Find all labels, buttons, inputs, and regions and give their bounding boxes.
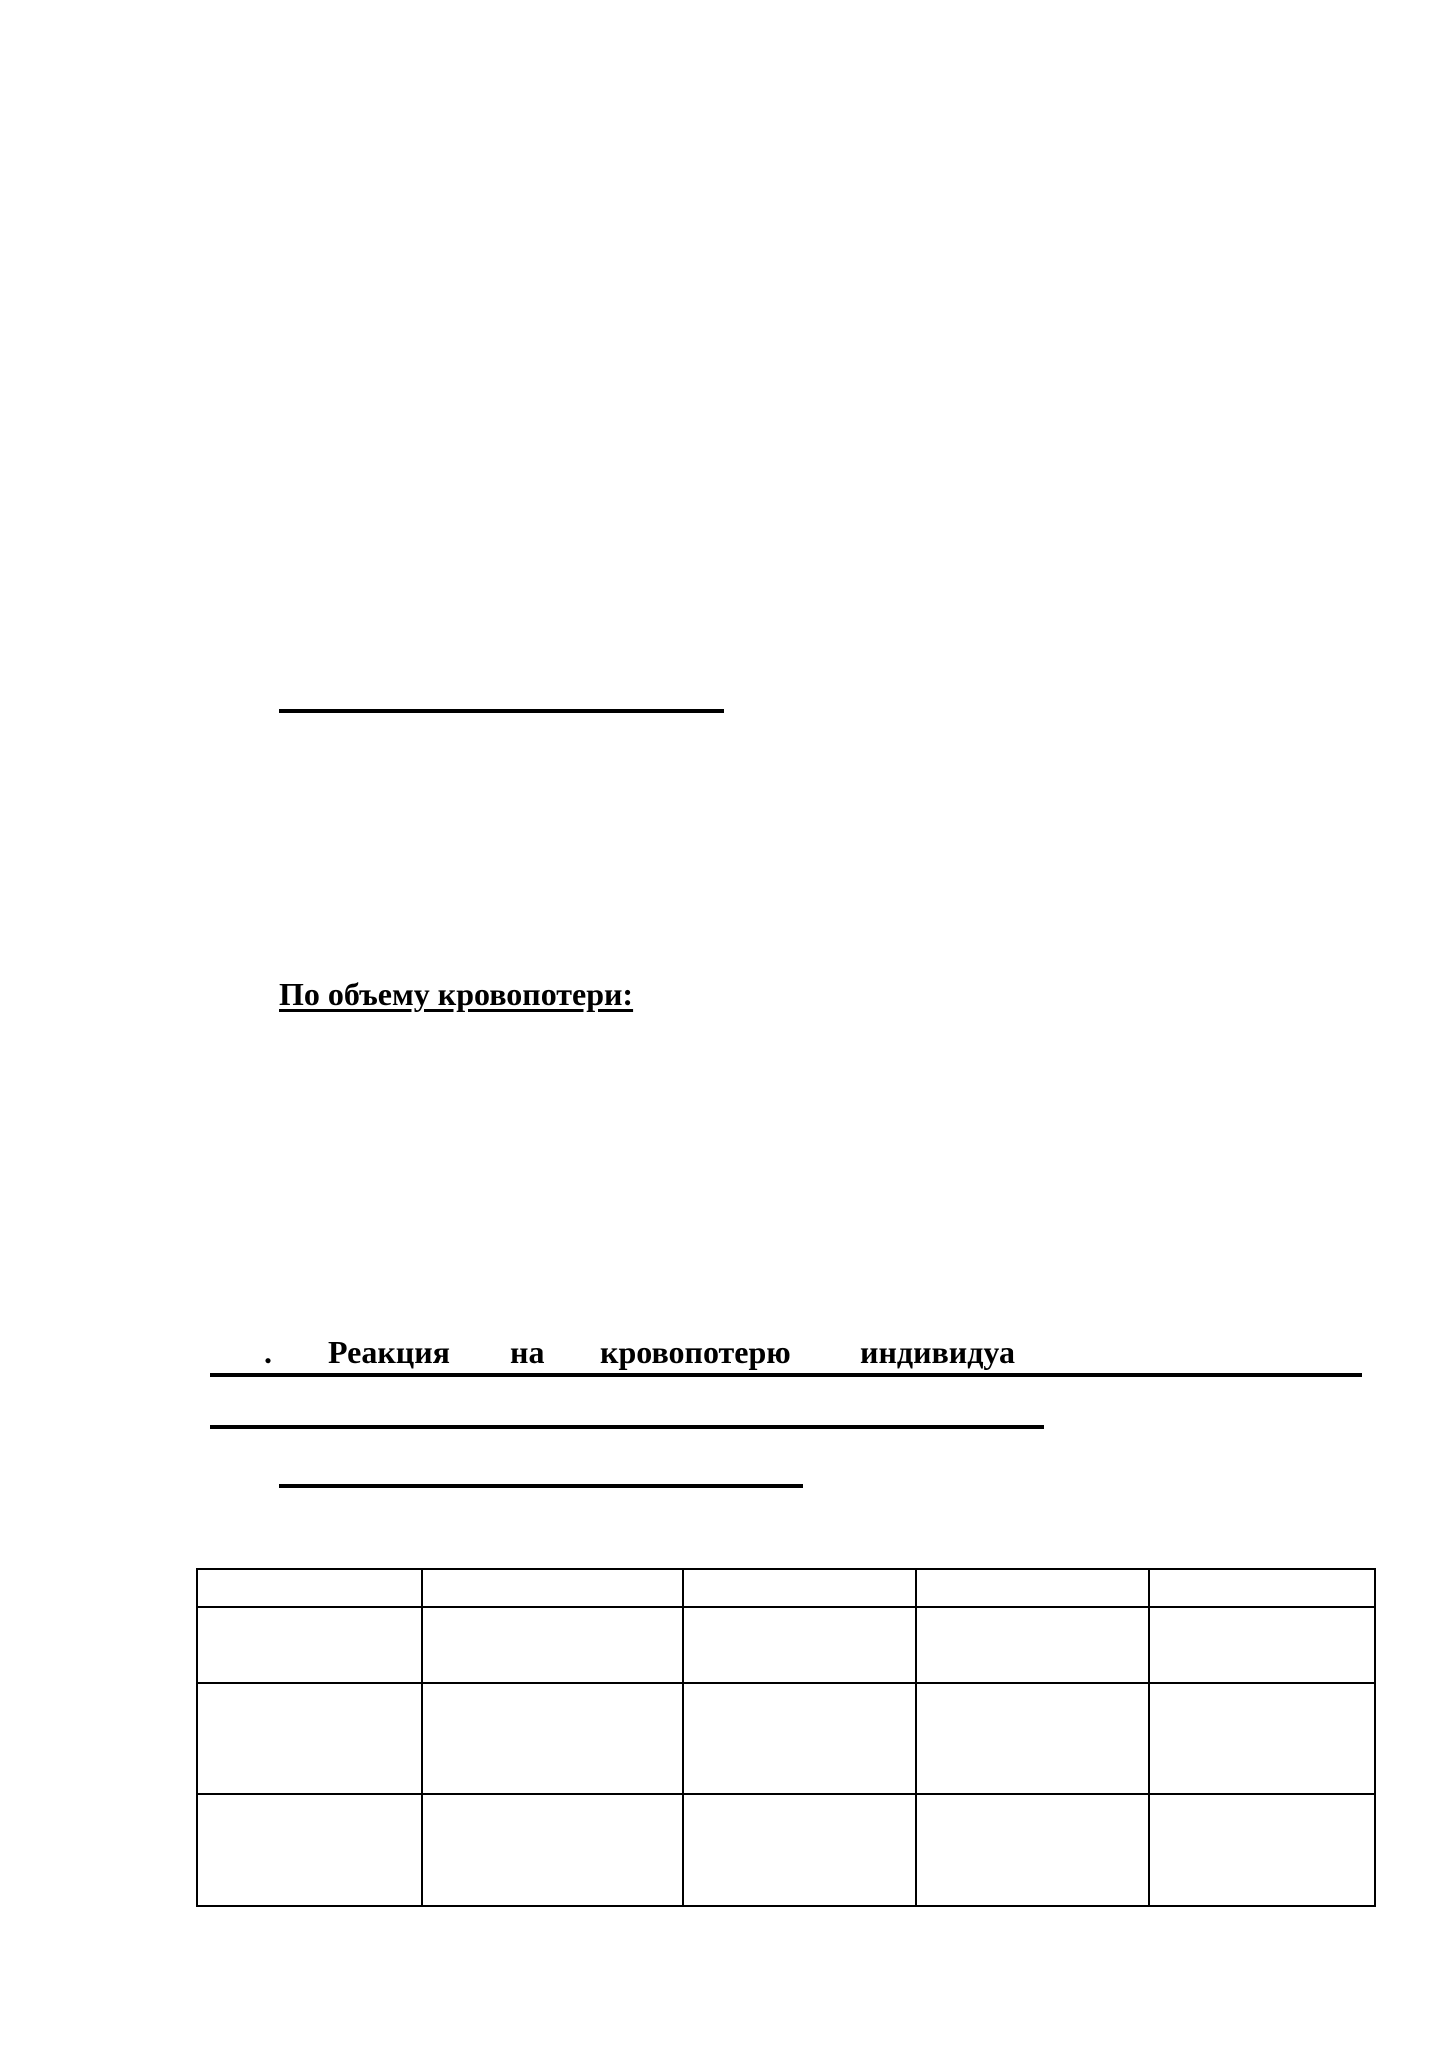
table-cell [916, 1569, 1149, 1607]
table-cell [683, 1794, 916, 1906]
table-cell [422, 1569, 683, 1607]
table-cell [197, 1607, 422, 1683]
reaction-marker: . [264, 1334, 272, 1370]
reaction-line [210, 1336, 1362, 1378]
blank-underline-1 [279, 709, 724, 713]
reaction-word-3: кровопотерю [600, 1334, 791, 1370]
section-heading-volume: По объему кровопотери: [279, 976, 634, 1012]
table-cell [916, 1683, 1149, 1794]
table-cell [683, 1569, 916, 1607]
table-cell [197, 1683, 422, 1794]
table-row [197, 1607, 1375, 1683]
table-cell [683, 1683, 916, 1794]
table-cell [1149, 1569, 1375, 1607]
table-cell [683, 1607, 916, 1683]
blank-underline-2 [210, 1425, 1044, 1429]
table-cell [422, 1607, 683, 1683]
table-cell [1149, 1607, 1375, 1683]
reaction-word-4: индивидуа [860, 1334, 1015, 1370]
table-row [197, 1683, 1375, 1794]
table-cell [197, 1794, 422, 1906]
table-cell [916, 1794, 1149, 1906]
table-cell [916, 1607, 1149, 1683]
table-cell [197, 1569, 422, 1607]
reaction-word-1: Реакция [328, 1334, 450, 1370]
table-cell [422, 1794, 683, 1906]
table-cell [1149, 1794, 1375, 1906]
table-cell [422, 1683, 683, 1794]
reaction-word-2: на [510, 1334, 545, 1370]
reaction-underline [210, 1373, 1362, 1377]
empty-grid-table [196, 1568, 1376, 1907]
blank-underline-3 [279, 1484, 803, 1488]
table-cell [1149, 1683, 1375, 1794]
table-row [197, 1569, 1375, 1607]
table-row [197, 1794, 1375, 1906]
